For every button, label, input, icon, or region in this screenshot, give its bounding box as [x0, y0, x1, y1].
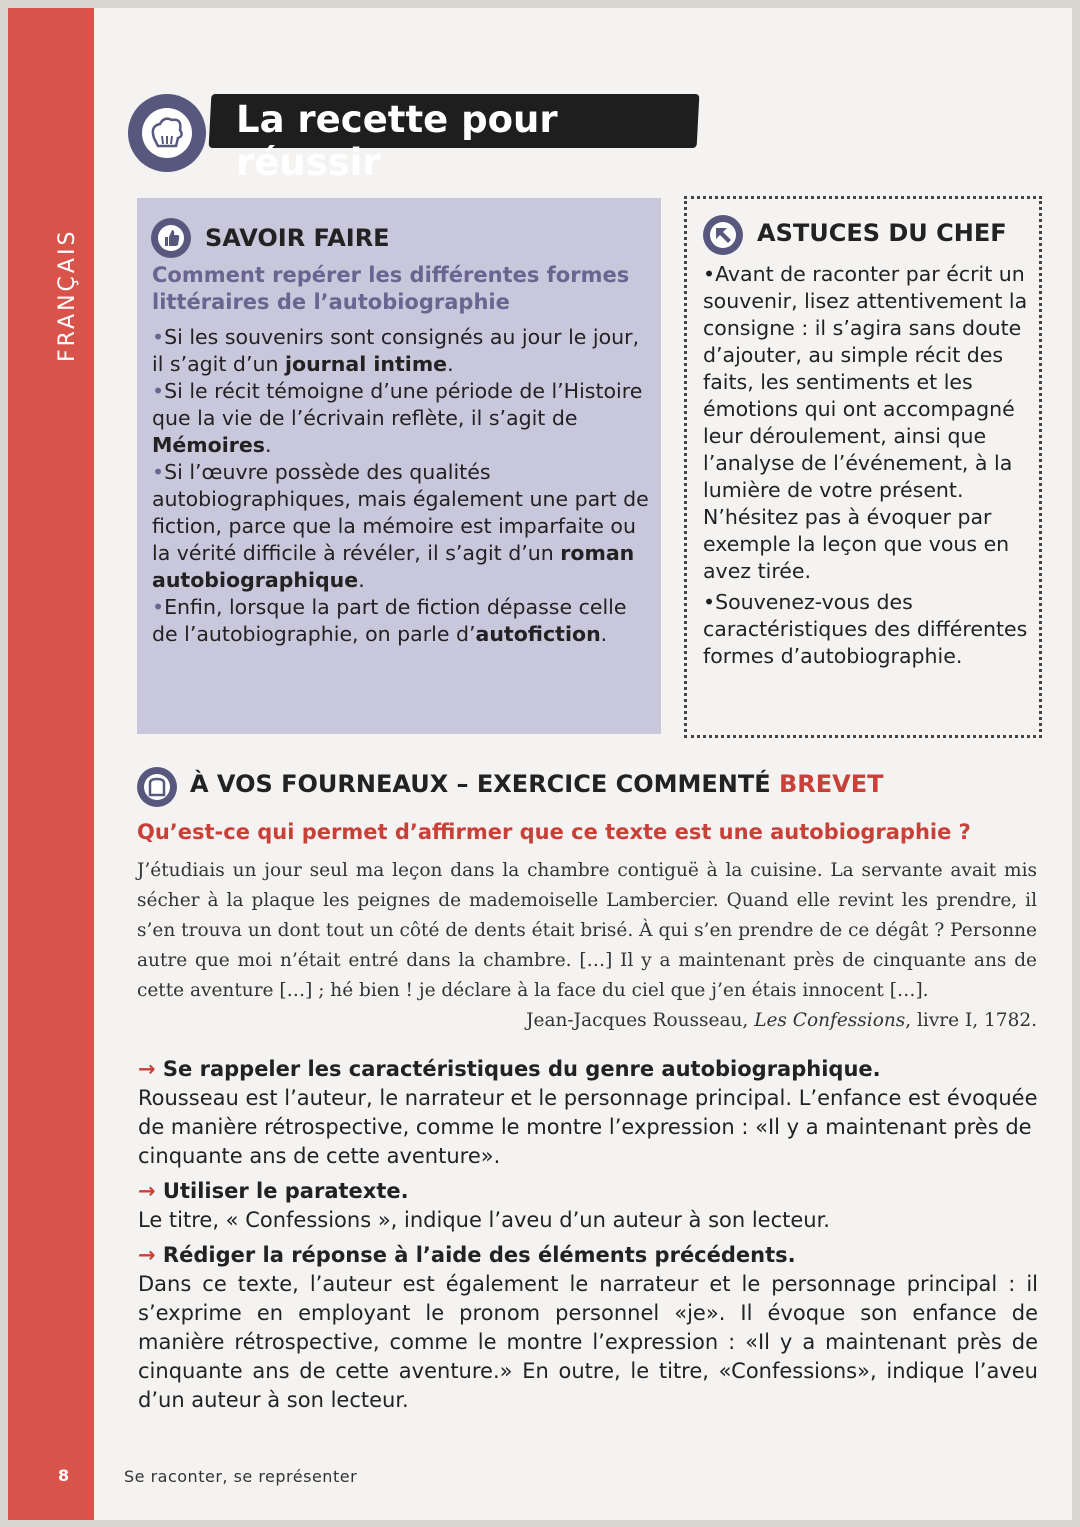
savoir-faire-title: SAVOIR FAIRE: [205, 224, 390, 252]
step-text: Le titre, « Confessions », indique l’aveu d’un auteur à son lecteur.: [138, 1208, 830, 1232]
savoir-faire-subtitle: Comment repérer les différentes formes littéraires de l’autobiographie: [152, 263, 630, 314]
step-heading: → Se rappeler les caractéristiques du genre autobiographique.: [138, 1057, 881, 1081]
step-heading: → Utiliser le paratexte.: [138, 1179, 409, 1203]
astuces-title: ASTUCES DU CHEF: [757, 219, 1007, 247]
thumbs-up-icon: [151, 218, 191, 258]
subject-label: FRANÇAIS: [55, 228, 80, 362]
astuces-box: [684, 196, 1042, 738]
list-item: •Si les souvenirs sont consignés au jour le jour, il s’agit d’un journal intime.: [152, 325, 640, 376]
list-item: •Souvenez-vous des caractéristiques des différentes formes d’autobiographie.: [703, 590, 1028, 668]
footer-text: Se raconter, se représenter: [124, 1467, 358, 1486]
list-item: •Avant de raconter par écrit un souvenir, lisez attentivement la consigne : il s’agira sans doute d’ajouter, au simple récit des faits, les sentiments et les émotions qui ont accompagné leur déroulement, ainsi que l’analyse de l’événement, à la lumière de votre présent. N’hésitez pas à évoquer par exemple la leçon que vous en avez tirée.: [703, 262, 1028, 583]
step-heading: → Rédiger la réponse à l’aide des éléments précédents.: [138, 1243, 796, 1267]
exercice-quote: J’étudiais un jour seul ma leçon dans la chambre contiguë à la cuisine. La servante avait mis sécher à la plaque les peignes de mademoiselle Lambercier. Quand elle revint les prendre, il s’en trouva un dont tout un côté de dents était brisé. À qui s’en prendre de ce dégât ? Personne autre que moi n’était entré dans la chambre. […] Il y a maintenant près de cinquante ans de cette aventure […] ; hé bien ! je déclare à la face du ciel que j’en étais innocent […].: [137, 860, 1037, 1001]
page-number: 8: [58, 1466, 70, 1485]
step-text: Rousseau est l’auteur, le narrateur et le personnage principal. L’enfance est évoquée de manière rétrospective, comme le montre l’expression : «Il y a maintenant près de cinquante ans de cette aventure».: [138, 1086, 1038, 1168]
list-item: •Si le récit témoigne d’une période de l’Histoire que la vie de l’écrivain reflète, il s’agit de Mémoires.: [152, 379, 643, 457]
page-title-block: [128, 90, 708, 184]
astuces-list: [703, 261, 1029, 670]
savoir-faire-list: [152, 324, 652, 648]
exercice-question: Qu’est-ce qui permet d’affirmer que ce texte est une autobiographie ?: [137, 820, 971, 844]
exercice-answers: [138, 1055, 1038, 1415]
quote-source: Jean-Jacques Rousseau, Les Confessions, livre I, 1782.: [526, 1010, 1037, 1031]
arrow-icon: [703, 215, 743, 255]
list-item: •Enfin, lorsque la part de fiction dépasse celle de l’autobiographie, on parle d’autofiction.: [152, 595, 627, 646]
step-text: Dans ce texte, l’auteur est également le narrateur et le personnage principal : il s’exprime en employant le pronom personnel «je». Il évoque son enfance de manière rétrospective, comme le montre l’expression : «Il y a maintenant près de cinquante ans de cette aventure.» En outre, le titre, «Confessions», indique l’aveu d’un auteur à son lecteur.: [138, 1272, 1038, 1412]
list-item: •Si l’œuvre possède des qualités autobiographiques, mais également une part de fiction, parce que la mémoire est imparfaite ou la vérité difficile à révéler, il s’agit d’un roman autobiographique.: [152, 460, 649, 592]
savoir-faire-box: [137, 198, 661, 734]
chef-hat-icon: [128, 94, 206, 172]
cooking-pot-icon: [137, 767, 177, 807]
exercice-heading: À VOS FOURNEAUX – EXERCICE COMMENTÉ BREVET: [190, 770, 884, 798]
page-title: La recette pour réussir: [236, 98, 558, 184]
